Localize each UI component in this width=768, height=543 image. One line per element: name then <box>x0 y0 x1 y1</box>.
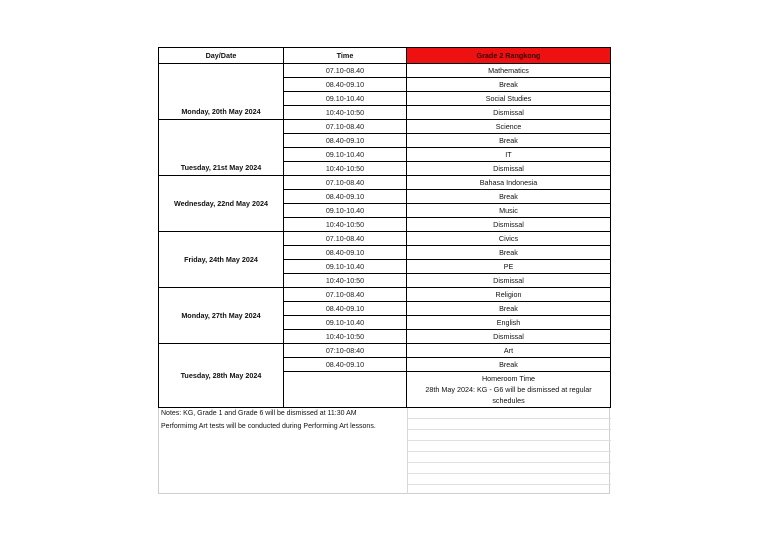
schedule-sheet <box>158 47 611 494</box>
time-cell-empty <box>284 372 407 408</box>
day-cell: Tuesday, 28th May 2024 <box>159 344 284 408</box>
time-cell: 08.40-09.10 <box>284 134 407 148</box>
subject-cell: Break <box>407 302 611 316</box>
time-cell: 07:10-08:40 <box>284 344 407 358</box>
subject-cell: Music <box>407 204 611 218</box>
note-performing-art: Performimg Art tests will be conducted during Performing Art lessons. <box>161 423 376 430</box>
time-cell: 09.10-10.40 <box>284 204 407 218</box>
time-cell: 08.40-09.10 <box>284 78 407 92</box>
subject-cell: IT <box>407 148 611 162</box>
time-cell: 09.10-10.40 <box>284 92 407 106</box>
homeroom-cell <box>407 372 611 408</box>
subject-cell: Bahasa Indonesia <box>407 176 611 190</box>
notes-empty-grid <box>407 408 611 494</box>
day-cell: Monday, 20th May 2024 <box>159 64 284 120</box>
time-cell: 10:40-10:50 <box>284 218 407 232</box>
subject-cell: Dismissal <box>407 106 611 120</box>
time-cell: 09.10-10.40 <box>284 148 407 162</box>
time-cell: 10:40-10:50 <box>284 162 407 176</box>
table-row <box>159 120 611 134</box>
subject-cell: Break <box>407 358 611 372</box>
subject-cell: Dismissal <box>407 330 611 344</box>
time-cell: 07.10-08.40 <box>284 288 407 302</box>
time-cell: 07.10-08.40 <box>284 232 407 246</box>
schedule-table <box>158 47 611 408</box>
subject-cell: Art <box>407 344 611 358</box>
subject-cell: Break <box>407 78 611 92</box>
time-cell: 10:40-10:50 <box>284 330 407 344</box>
homeroom-title: Homeroom Time <box>481 374 536 383</box>
subject-cell: Break <box>407 134 611 148</box>
table-row <box>159 288 611 302</box>
time-cell: 09.10-10.40 <box>284 316 407 330</box>
subject-cell: Social Studies <box>407 92 611 106</box>
time-cell: 08.40-09.10 <box>284 358 407 372</box>
subject-cell: Science <box>407 120 611 134</box>
table-row <box>159 176 611 190</box>
time-cell: 10:40-10:50 <box>284 106 407 120</box>
header-grade: Grade 2 Rangkong <box>407 48 611 64</box>
time-cell: 09.10-10.40 <box>284 260 407 274</box>
time-cell: 08.40-09.10 <box>284 190 407 204</box>
subject-cell: Civics <box>407 232 611 246</box>
header-time: Time <box>284 48 407 64</box>
day-cell: Tuesday, 21st May 2024 <box>159 120 284 176</box>
subject-cell: Break <box>407 246 611 260</box>
header-row <box>159 48 611 64</box>
notes-area <box>158 408 610 494</box>
day-cell: Friday, 24th May 2024 <box>159 232 284 288</box>
time-cell: 07.10-08.40 <box>284 120 407 134</box>
subject-cell: English <box>407 316 611 330</box>
table-row <box>159 64 611 78</box>
time-cell: 08.40-09.10 <box>284 246 407 260</box>
subject-cell: Dismissal <box>407 274 611 288</box>
subject-cell: Break <box>407 190 611 204</box>
time-cell: 07.10-08.40 <box>284 176 407 190</box>
subject-cell: Religion <box>407 288 611 302</box>
time-cell: 07.10-08.40 <box>284 64 407 78</box>
time-cell: 08.40-09.10 <box>284 302 407 316</box>
header-day: Day/Date <box>159 48 284 64</box>
note-dismissal: Notes: KG, Grade 1 and Grade 6 will be dismissed at 11:30 AM <box>161 410 357 417</box>
day-cell: Monday, 27th May 2024 <box>159 288 284 344</box>
table-row <box>159 344 611 358</box>
subject-cell: PE <box>407 260 611 274</box>
subject-cell: Dismissal <box>407 162 611 176</box>
subject-cell: Dismissal <box>407 218 611 232</box>
homeroom-note: 28th May 2024: KG - G6 will be dismissed at regular schedules <box>425 385 592 405</box>
table-row <box>159 232 611 246</box>
time-cell: 10:40-10:50 <box>284 274 407 288</box>
day-cell: Wednesday, 22nd May 2024 <box>159 176 284 232</box>
subject-cell: Mathematics <box>407 64 611 78</box>
